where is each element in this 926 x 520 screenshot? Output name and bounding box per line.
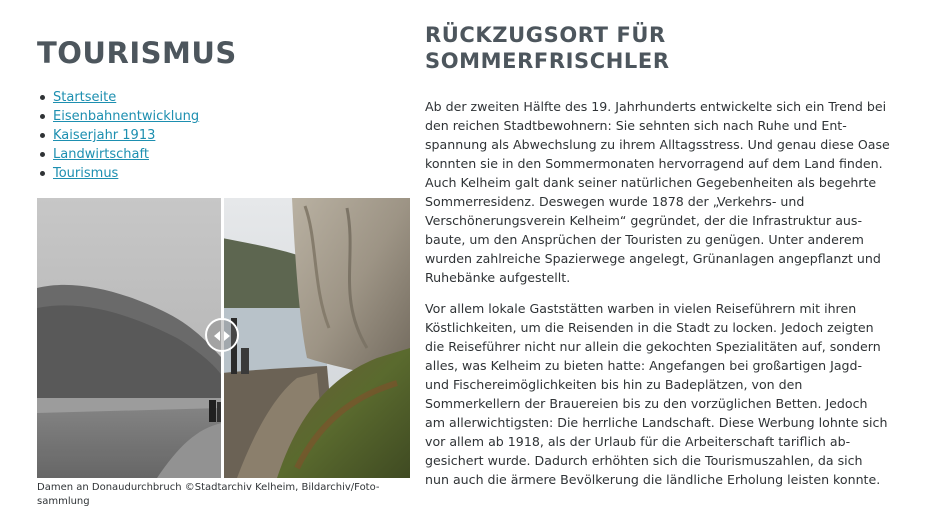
nav-link-tourismus[interactable]: Tourismus [53,166,119,181]
sub-navigation [37,88,199,183]
nav-link-landwirtschaft[interactable]: Landwirtschaft [53,147,149,162]
nav-link-startseite[interactable]: Startseite [53,90,117,105]
article-title-line1: RÜCKZUGSORT FÜR [425,23,666,47]
before-after-image-slider[interactable] [37,198,410,478]
chevron-right-icon [224,331,230,341]
nav-link-eisenbahnentwicklung[interactable]: Eisenbahnentwicklung [53,109,200,124]
nav-item [53,107,199,126]
nav-link-kaiserjahr[interactable]: Kaiserjahr 1913 [53,128,156,143]
nav-item [53,145,199,164]
article-title-line2: SOMMERFRISCHLER [425,49,670,73]
slider-handle[interactable] [205,318,239,352]
historical-photo [37,198,222,478]
modern-photo [222,198,410,478]
article-title [425,22,885,74]
image-caption: Damen an Donaudurchbruch ©Stadtarchiv Kelheim, Bildarchiv/Foto-sammlung [37,482,380,507]
chevron-left-icon [214,331,220,341]
nav-item [53,164,199,183]
article-paragraph-2: Vor allem lokale Gaststätten warben in vielen Reiseführern mit ihren Köstlichkeiten, um die Reisenden in die Stadt zu locken. Jedoch zeigten die Reiseführer nicht nur allein die gekochten Spezialitäten auf, sondern alles, was Kelheim zu bieten hatte: Angefangen bei großartigen Jagd- und Fischereimöglichkeiten bis hin zu Badeplätzen, von den Sommerkellern der Brauereien bis zu den vorzüglichen Betten. Jedoch am allerwichtigsten: Die herrliche Landschaft. Diese Werbung lohnte sich vor allem ab 1918, als der Urlaub für die Arbeiterschaft tariflich abgesichert wurde. Dadurch erhöhten sich die Tourismuszahlen, da sich nun auch die ärmere Bevölkerung die ländliche Erholung leisten konnte. [425,301,888,487]
page-title: TOURISMUS [37,36,237,70]
nav-item [53,88,199,107]
nav-item [53,126,199,145]
article-paragraph-1: Ab der zweiten Hälfte des 19. Jahrhunderts entwickelte sich ein Trend bei den reichen Stadtbewohnern: Sie sehnten sich nach Ruhe und Entspannung als Abwechslung zu ihrem Alltagsstress. Und genau diese Oase konnten sie in den Sommermonaten hervorragend auf dem Land finden. Auch Kelheim galt dank seiner natürlichen Gegebenheiten als begehrte Sommerresidenz. Deswegen wurde 1878 der „Verkehrs- und Verschönerungsverein Kelheim“ gegründet, der die Infrastruktur ausbaute, um den Ansprüchen der Touristen zu genügen. Unter anderem wurden zahlreiche Spazierwege angelegt, Grünanlagen angepflanzt und Ruhebänke aufgestellt. [425,99,890,285]
